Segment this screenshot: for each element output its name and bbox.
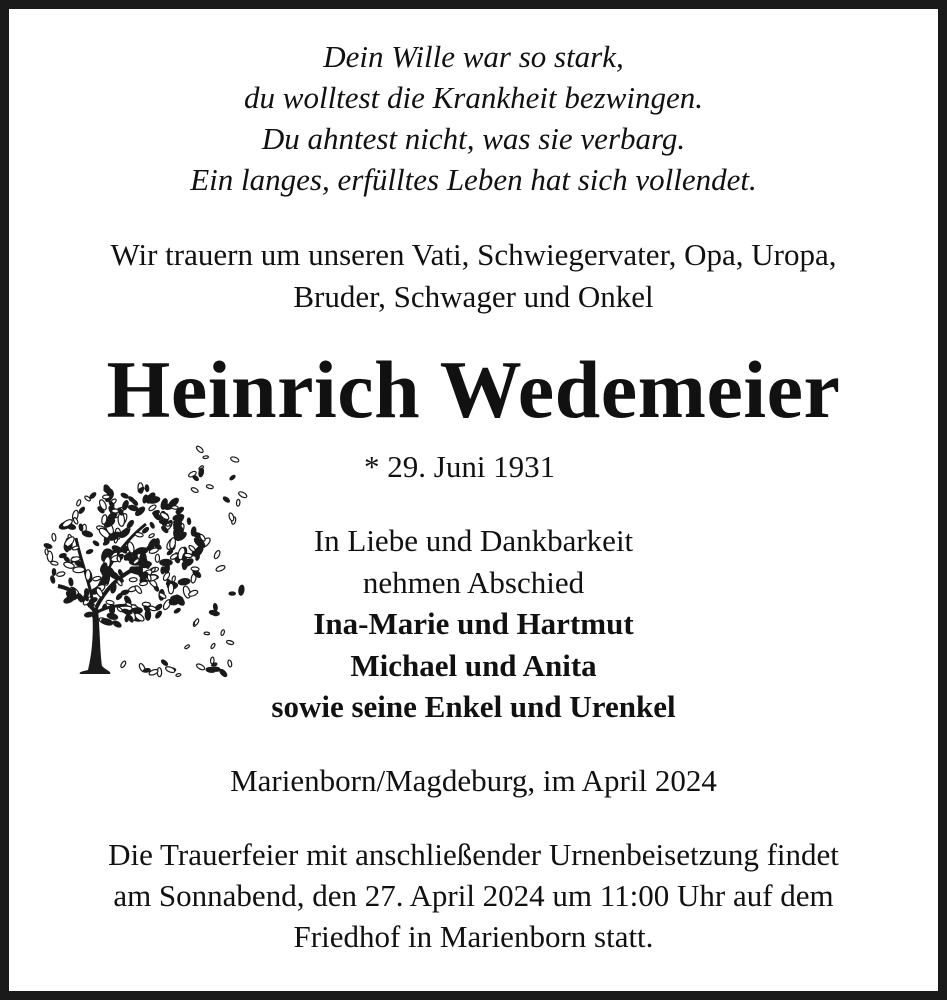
- place-date: Marienborn/Magdeburg, im April 2024: [230, 763, 717, 798]
- birth-date: * 29. Juni 1931: [364, 449, 556, 484]
- service-line: Friedhof in Marienborn statt.: [293, 919, 654, 954]
- poem: [0, 36, 947, 200]
- poem-line: Dein Wille war so stark,: [323, 39, 624, 74]
- poem-line: Ein langes, erfülltes Leben hat sich vollendet.: [190, 162, 757, 197]
- mourner-name: Michael und Anita: [350, 647, 597, 683]
- service-line: am Sonnabend, den 27. April 2024 um 11:00 Uhr auf dem: [113, 878, 834, 913]
- intro-line: Bruder, Schwager und Onkel: [293, 279, 654, 314]
- intro-text: [0, 234, 947, 318]
- poem-line: du wolltest die Krankheit bezwingen.: [244, 80, 703, 115]
- intro-line: Wir trauern um unseren Vati, Schwiegervater, Opa, Uropa,: [110, 237, 837, 272]
- mourner-name: Ina-Marie und Hartmut: [313, 606, 634, 641]
- service-line: Die Trauerfeier mit anschließender Urnenbeisetzung findet: [108, 837, 839, 872]
- mourners-block: [0, 520, 947, 728]
- deceased-name: Heinrich Wedemeier: [106, 344, 841, 435]
- funeral-service-info: [0, 834, 947, 957]
- mourner-name: sowie seine Enkel und Urenkel: [271, 689, 676, 724]
- mourners-line: In Liebe und Dankbarkeit: [313, 523, 634, 558]
- mourners-line: nehmen Abschied: [362, 564, 585, 600]
- poem-line: Du ahntest nicht, was sie verbarg.: [261, 121, 686, 156]
